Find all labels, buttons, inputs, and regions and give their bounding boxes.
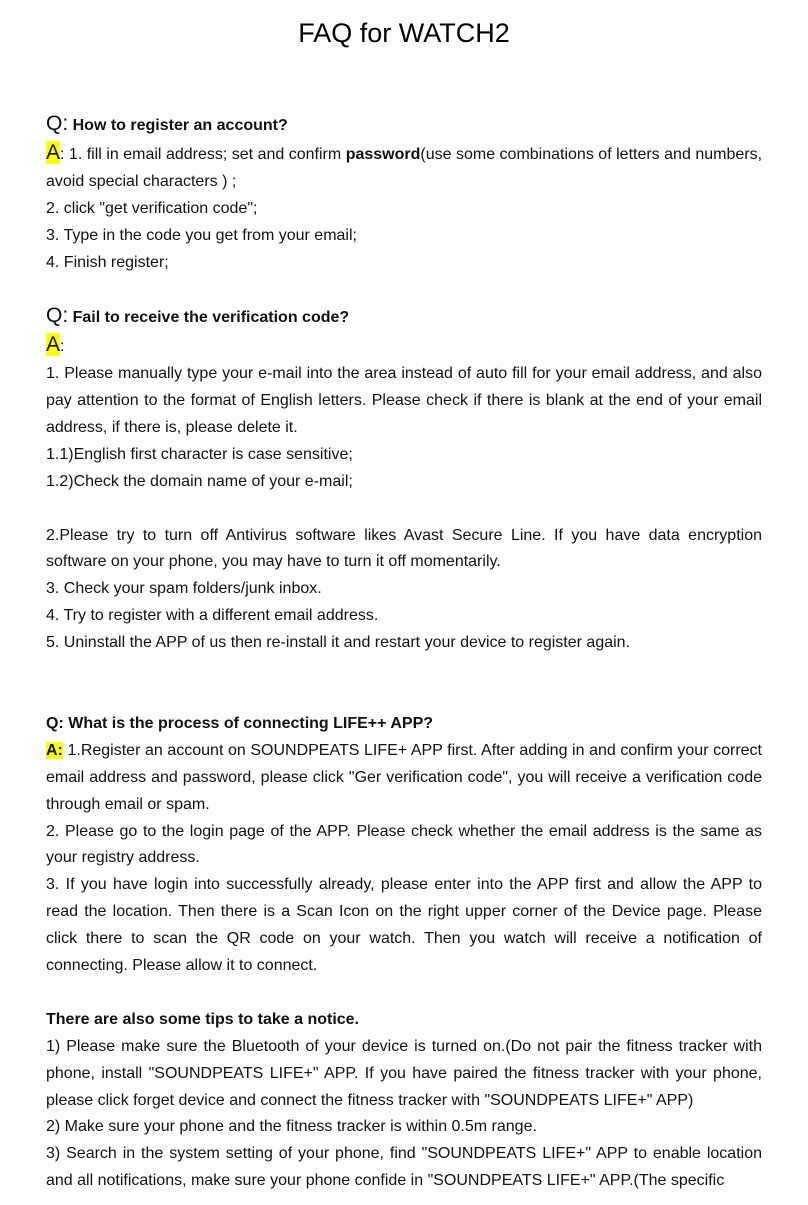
answer-colon: : — [60, 338, 65, 356]
question-label: Q: — [46, 304, 69, 328]
list-item: 4. Try to register with a different email address. — [46, 607, 379, 625]
list-item: 2. Please go to the login page of the APP. Please check whether the email address is the same as your registry address. — [46, 822, 762, 867]
list-item: 3. Check your spam folders/junk inbox. — [46, 580, 322, 598]
question-1 — [46, 111, 762, 140]
question-text: How to register an account? — [72, 117, 288, 134]
list-item: 2. click "get verification code"; — [46, 199, 258, 217]
answer-label: A — [46, 333, 61, 357]
list-item: 1. Please manually type your e-mail into the area instead of auto fill for your email address, and also pay attention to the format of English letters. Please check if there is blank at the end of your email address, if there is, please delete it. — [46, 365, 762, 436]
list-item: 5. Uninstall the APP of us then re-install it and restart your device to register again. — [46, 634, 631, 652]
list-item: 1.2)Check the domain name of your e-mail; — [46, 472, 353, 490]
answer-text: 1.Register an account on SOUNDPEATS LIFE+ APP first. After adding in and confirm your correct email address and password, please click "Ger verification code", you will receive a verification code through email or spam. — [46, 741, 762, 813]
answer-3 — [46, 738, 762, 819]
answer-1 — [46, 140, 762, 196]
question-3: Q: What is the process of connecting LIFE++ APP? — [46, 714, 434, 732]
list-item: 2) Make sure your phone and the fitness tracker is within 0.5m range. — [46, 1118, 537, 1136]
answer-bold-word: password — [345, 145, 421, 163]
list-item: 3. Type in the code you get from your email; — [46, 226, 357, 244]
answer-text: : 1. fill in email address; set and confirm — [60, 145, 346, 163]
document-body — [46, 111, 762, 1195]
question-text: Fail to receive the verification code? — [72, 309, 350, 327]
list-item: 1.1)English first character is case sensitive; — [46, 445, 353, 463]
tips-heading: There are also some tips to take a notice. — [46, 1010, 359, 1028]
list-item: 1) Please make sure the Bluetooth of your device is turned on.(Do not pair the fitness tracker with phone, install "SOUNDPEATS LIFE+" APP. If you have paired the fitness tracker with your phone, please click forget device and connect the fitness tracker with "SOUNDPEATS LIFE+" APP) — [46, 1037, 762, 1109]
list-item: 3. If you have login into successfully already, please enter into the APP first and allow the APP to read the location. Then there is a Scan Icon on the right upper corner of the Device page. Please click there to scan the QR code on your watch. Then you watch will receive a notification of connecting. Please allow it to connect. — [46, 876, 762, 975]
answer-label: A — [46, 140, 61, 164]
list-item: 3) Search in the system setting of your phone, find "SOUNDPEATS LIFE+" APP to enable location and all notifications, make sure your phone confide in "SOUNDPEATS LIFE+" APP.(The specific — [46, 1145, 762, 1190]
page-title: FAQ for WATCH2 — [298, 18, 510, 48]
question-label: Q: — [46, 112, 69, 135]
answer-2 — [46, 332, 762, 361]
answer-label: A: — [46, 741, 63, 759]
answer-text-rest: (use some combinations of letters and numbers, avoid special characters ) ; — [46, 145, 763, 190]
list-item: 2.Please try to turn off Antivirus software likes Avast Secure Line. If you have data encryption software on your phone, you may have to turn it off momentarily. — [46, 526, 762, 571]
list-item: 4. Finish register; — [46, 253, 169, 271]
question-2 — [46, 303, 762, 332]
